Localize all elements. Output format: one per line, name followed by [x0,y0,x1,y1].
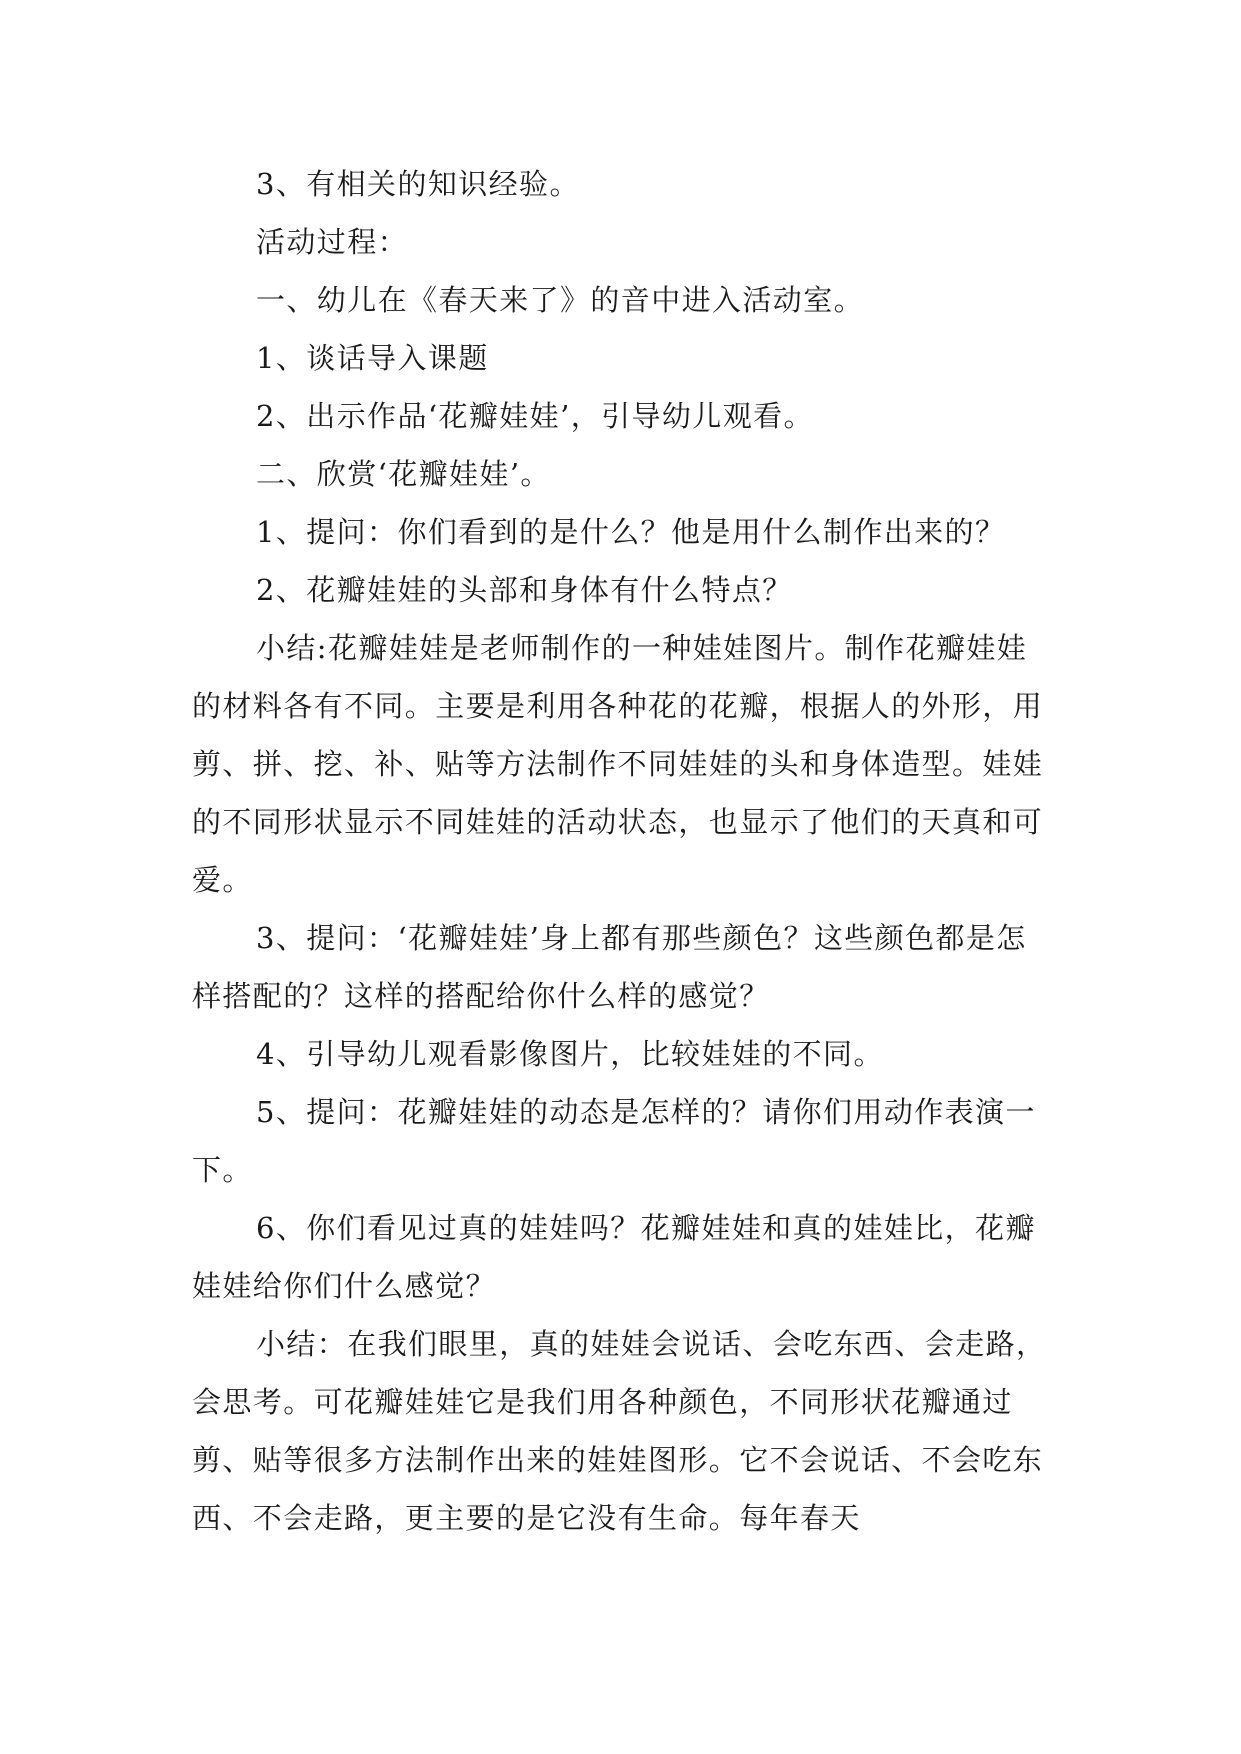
paragraph-step-one-item-1: 1、谈话导入课题 [256,341,489,375]
document-body [192,155,1054,1547]
paragraph-step-two-item-5: 5、提问：花瓣娃娃的动态是怎样的？请你们用动作表演一下。 [192,1095,1036,1187]
paragraph-summary-1: 小结:花瓣娃娃是老师制作的一种娃娃图片。制作花瓣娃娃的材料各有不同。主要是利用各种花的花瓣，根据人的外形，用剪、拼、挖、补、贴等方法制作不同娃娃的头和身体造型。娃娃的不同形状显示不同娃娃的活动状态，也显示了他们的天真和可爱。 [192,631,1044,897]
paragraph-step-two-item-6: 6、你们看见过真的娃娃吗？花瓣娃娃和真的娃娃比，花瓣娃娃给你们什么感觉？ [192,1211,1036,1303]
paragraph-step-two: 二、欣赏‘花瓣娃娃’。 [256,457,551,491]
paragraph-step-two-item-4: 4、引导幼儿观看影像图片，比较娃娃的不同。 [256,1037,884,1071]
paragraph-step-one-item-2: 2、出示作品‘花瓣娃娃’，引导幼儿观看。 [256,399,814,433]
paragraph-activity-process-heading: 活动过程： [256,225,409,259]
paragraph-summary-2: 小结：在我们眼里，真的娃娃会说话、会吃东西、会走路，会思考。可花瓣娃娃它是我们用各种颜色，不同形状花瓣通过剪、贴等很多方法制作出来的娃娃图形。它不会说话、不会吃东西、不会走路，更主要的是它没有生命。每年春天 [192,1327,1047,1535]
paragraph-step-one: 一、幼儿在《春天来了》的音中进入活动室。 [256,283,865,317]
paragraph-step-two-item-2: 2、花瓣娃娃的头部和身体有什么特点？ [256,573,793,607]
paragraph-step-two-item-1: 1、提问：你们看到的是什么？他是用什么制作出来的？ [256,515,1006,549]
paragraph-knowledge-experience: 3、有相关的知识经验。 [256,167,580,201]
paragraph-step-two-item-3: 3、提问：‘花瓣娃娃’身上都有那些颜色？这些颜色都是怎样搭配的？这样的搭配给你什么样的感觉？ [192,921,1027,1013]
